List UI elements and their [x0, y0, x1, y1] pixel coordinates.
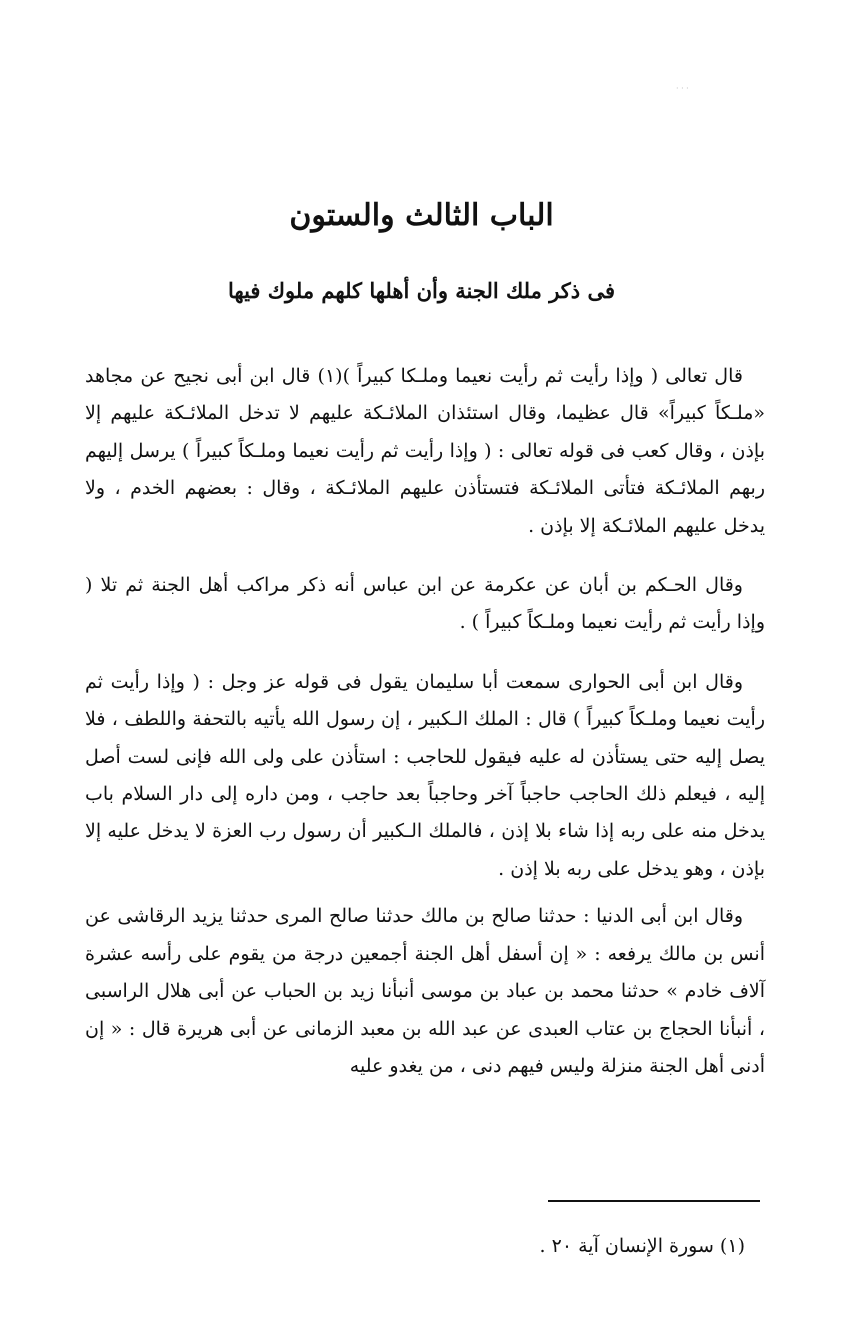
- chapter-subtitle: فى ذكر ملك الجنة وأن أهلها كلهم ملوك فيها: [227, 278, 615, 303]
- footnote: (١) سورة الإنسان آية ٢٠ .: [539, 1235, 745, 1257]
- paragraph-3: وقال ابن أبى الحوارى سمعت أبا سليمان يقول فى قوله عز وجل : ( وإذا رأيت ثم رأيت نعيما وملـكاً كبيراً ) قال : الملك الـكبير ، إن رسول الله يأتيه بالتحفة واللطف ، فلا يصل إليه حتى يستأذن له عليه فيقول للحاجب : استأذن على ولى الله فإنى لست أصل إليه ، فيعلم ذلك الحاجب حاجباً آخر وحاجباً بعد حاجب ، ومن داره إلى دار السلام باب يدخل منه على ربه إذا شاء بلا إذن ، فالملك الـكبير أن رسول رب العزة لا يدخل عليه إلا بإذن ، وهو يدخل على ربه بلا إذن .: [85, 670, 765, 880]
- paragraph-4: وقال ابن أبى الدنيا : حدثنا صالح بن مالك حدثنا صالح المرى حدثنا يزيد الرقاشى عن أنس بن مالك يرفعه : « إن أسفل أهل الجنة أجمعين درجة من يقوم على رأسه عشرة آلاف خادم » حدثنا محمد بن عباد بن موسى أنبأنا زيد بن الحباب عن أبى هلال الراسبى ، أنبأنا الحجاج بن عتاب العبدى عن عبد الله بن معبد الزمانى عن أبى هريرة قال : « إن أدنى أهل الجنة منزلة وليس فيهم دنى ، من يغدو عليه: [85, 905, 765, 1077]
- paragraph-1: قال تعالى ( وإذا رأيت ثم رأيت نعيما وملـكا كبيراً )(١) قال ابن أبى نجيح عن مجاهد «ملـكاً كبيراً» قال عظيما، وقال استئذان الملائـكة عليهم لا تدخل الملائـكة عليهم إلا بإذن ، وقال كعب فى قوله تعالى : ( وإذا رأيت ثم رأيت نعيما وملـكاً كبيراً ) يرسل إليهم ربهم الملائـكة فتأتى الملائـكة فتستأذن عليهم الملائـكة ، وقال : بعضهم الخدم ، ولا يدخل عليهم الملائـكة إلا بإذن .: [85, 365, 765, 537]
- scan-speck-decoration: · · ·: [676, 84, 689, 93]
- body-text: [85, 358, 765, 1085]
- chapter-title: الباب الثالث والستون: [289, 198, 554, 233]
- paragraph-2: وقال الحـكم بن أبان عن عكرمة عن ابن عباس أنه ذكر مراكب أهل الجنة ثم تلا ( وإذا رأيت ثم رأيت نعيما وملـكاً كبيراً ) .: [85, 574, 765, 634]
- footnote-divider: [548, 1200, 760, 1202]
